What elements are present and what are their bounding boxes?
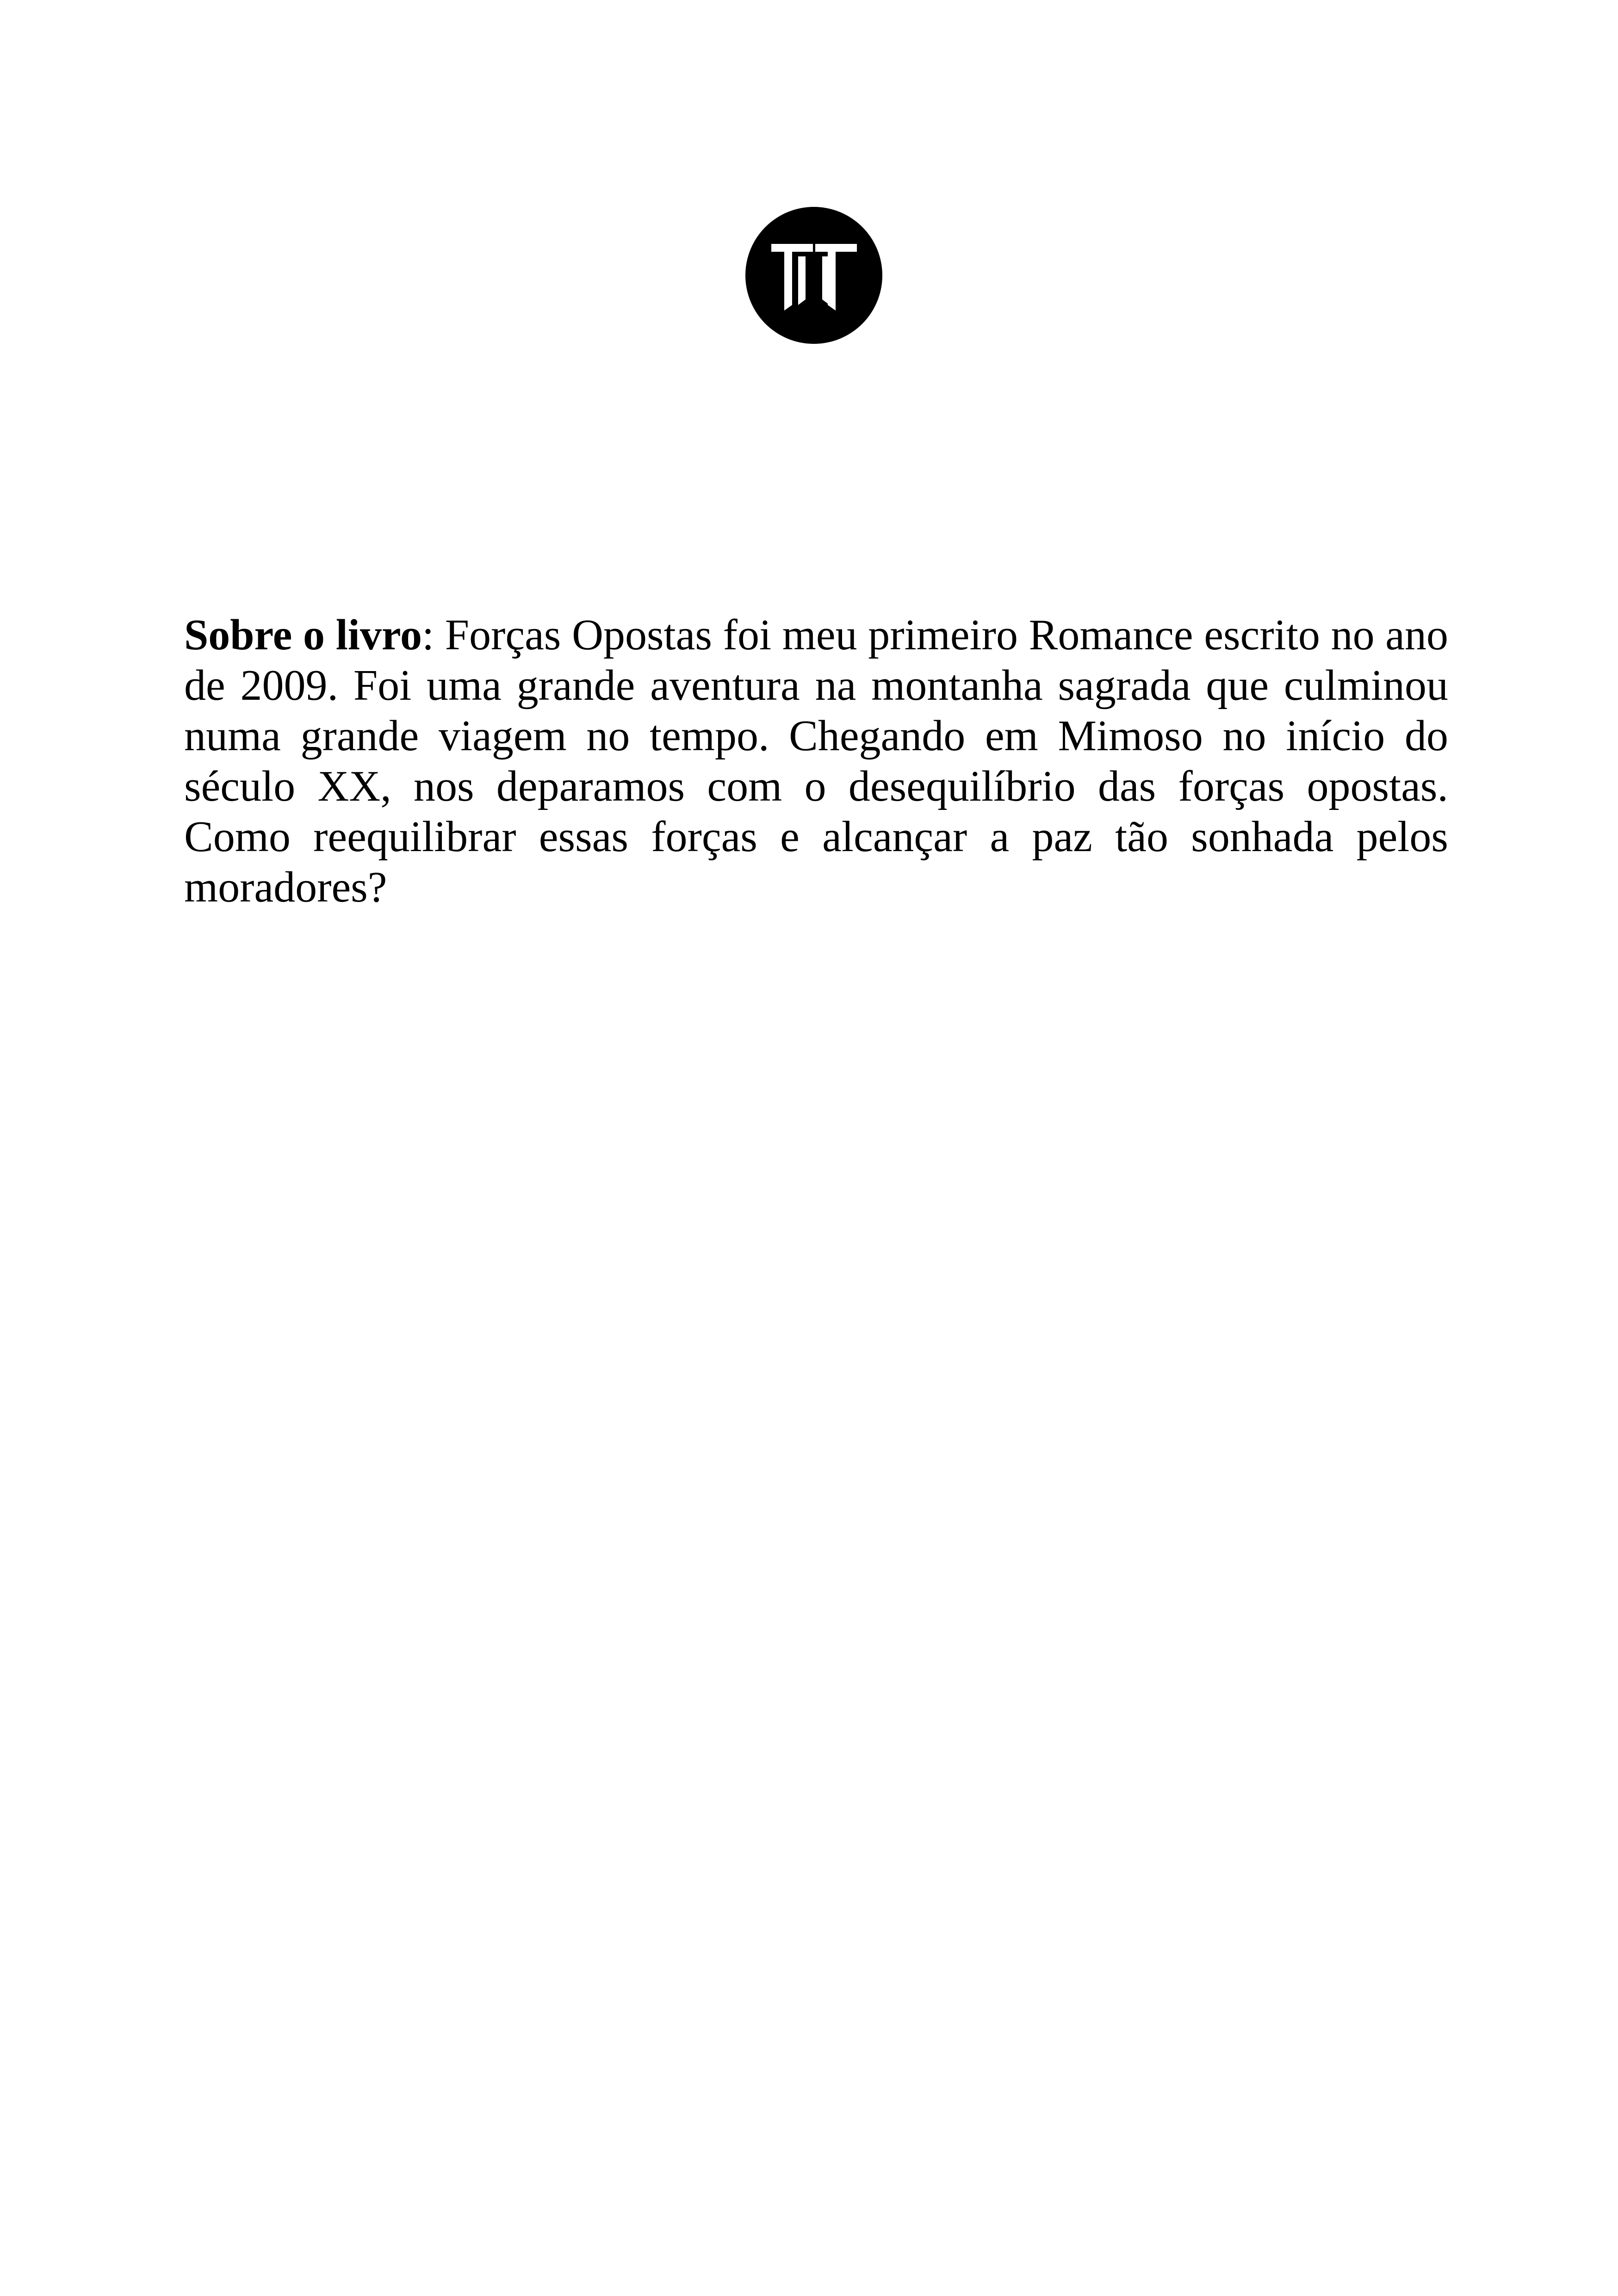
about-book-paragraph bbox=[184, 610, 1448, 913]
about-book-label: Sobre o livro bbox=[184, 611, 422, 659]
about-book-separator: : bbox=[422, 611, 434, 659]
publisher-logo-icon bbox=[744, 206, 883, 345]
about-book-text: Forças Opostas foi meu primeiro Romance escrito no ano de 2009. Foi uma grande aventura na montanha sagrada que culminou numa grande viagem no tempo. Chegando em Mimoso no início do século XX, nos deparamos com o desequilíbrio das forças opostas. Como reequilibrar essas forças e alcançar a paz tão sonhada pelos moradores? bbox=[184, 611, 1448, 911]
publisher-logo-icon bbox=[744, 206, 883, 345]
